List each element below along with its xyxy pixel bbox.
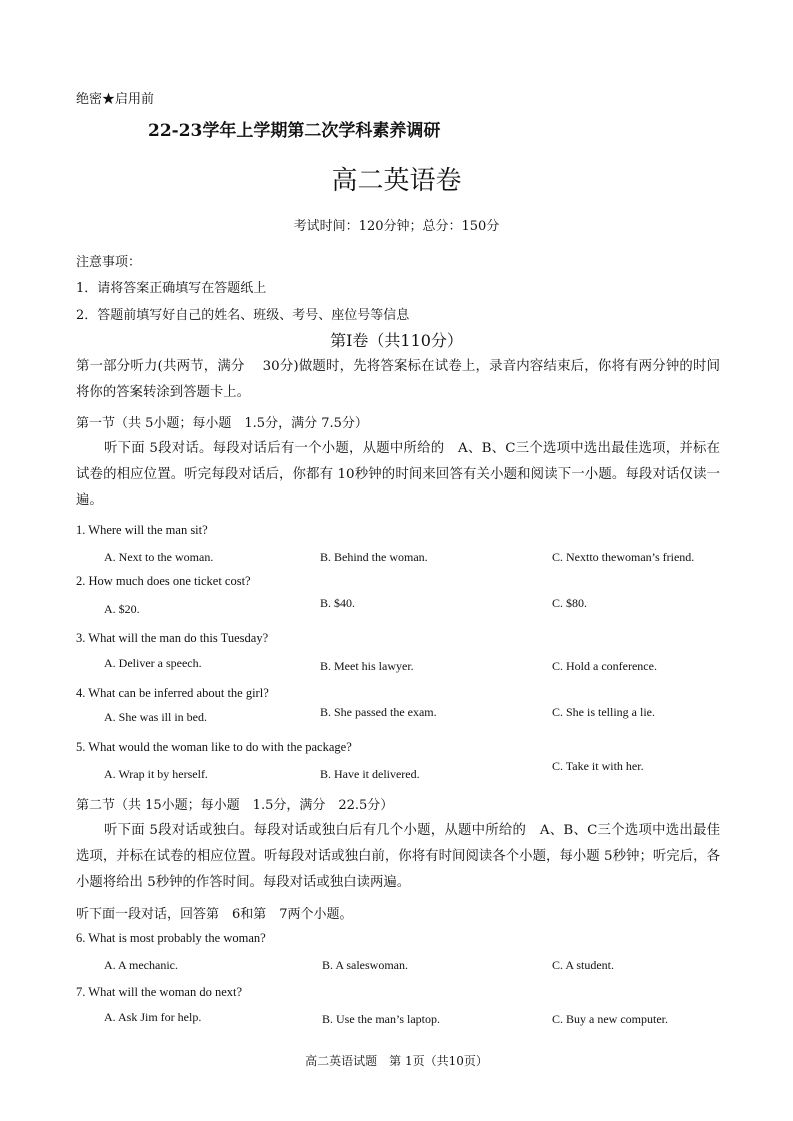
- notice-title: 注意事项：: [76, 255, 142, 270]
- question-5: 5. What would the woman like to do with the package?: [76, 740, 352, 754]
- q2-option-a: A. $20.: [104, 602, 140, 616]
- q3-option-a: A. Deliver a speech.: [104, 656, 202, 670]
- page-footer: 高二英语试题 第 1页（共10页）: [305, 1054, 488, 1068]
- notice-item-1: 1．请将答案正确填写在答题纸上: [76, 281, 267, 296]
- q6-option-c: C. A student.: [552, 958, 615, 972]
- exam-title: 22-23学年上学期第二次学科素养调研: [148, 121, 441, 141]
- question-1: 1. Where will the man sit?: [76, 523, 208, 537]
- dialogue-lead: 听下面一段对话，回答第 6和第 7两个小题。: [76, 907, 353, 922]
- q6-option-b: B. A saleswoman.: [322, 958, 408, 972]
- volume-title: 第Ⅰ卷（共110分）: [330, 331, 463, 350]
- part1-intro: 第一部分听力(共两节，满分 30分)做题时，先将答案标在试卷上，录音内容结束后，你将有两分钟的时间将你的答案转涂到答题卡上。: [76, 359, 720, 400]
- q4-option-b: B. She passed the exam.: [320, 705, 437, 719]
- notice-item-2: 2．答题前填写好自己的姓名、班级、考号、座位号等信息: [76, 308, 410, 323]
- q5-option-b: B. Have it delivered.: [320, 767, 420, 781]
- q1-option-a: A. Next to the woman.: [104, 550, 214, 564]
- q4-option-c: C. She is telling a lie.: [552, 705, 655, 719]
- section1-instructions: 听下面 5段对话。每段对话后有一个小题，从题中所给的 A、B、C三个选项中选出最佳选项，并标在试卷的相应位置。听完每段对话后，你都有 10秒钟的时间来回答有关小题和阅读下一小题。每段对话仅读一遍。: [76, 441, 720, 508]
- q7-option-c: C. Buy a new computer.: [552, 1012, 668, 1026]
- question-2: 2. How much does one ticket cost?: [76, 574, 251, 588]
- q1-option-c: C. Nextto thewoman’s friend.: [552, 550, 695, 564]
- question-6: 6. What is most probably the woman?: [76, 931, 266, 945]
- q7-option-a: A. Ask Jim for help.: [104, 1010, 202, 1024]
- q3-option-c: C. Hold a conference.: [552, 659, 657, 673]
- section2-instructions: 听下面 5段对话或独白。每段对话或独白后有几个小题，从题中所给的 A、B、C三个选项中选出最佳选项，并标在试卷的相应位置。听每段对话或独白前，你将有时间阅读各个小题，每小题 5秒钟；听完后，各小题将给出 5秒钟的作答时间。每段对话或独白读两遍。: [76, 823, 720, 890]
- section2-title: 第二节（共 15小题；每小题 1.5分，满分 22.5分）: [76, 798, 394, 813]
- q7-option-b: B. Use the man’s laptop.: [322, 1012, 440, 1026]
- q5-option-a: A. Wrap it by herself.: [104, 767, 208, 781]
- confidential-label: 绝密★启用前: [76, 92, 155, 107]
- q3-option-b: B. Meet his lawyer.: [320, 659, 414, 673]
- question-4: 4. What can be inferred about the girl?: [76, 686, 269, 700]
- question-3: 3. What will the man do this Tuesday?: [76, 631, 269, 645]
- exam-time-score: 考试时间：120分钟；总分：150分: [293, 219, 500, 234]
- q4-option-a: A. She was ill in bed.: [104, 710, 207, 724]
- q6-option-a: A. A mechanic.: [104, 958, 178, 972]
- q5-option-c: C. Take it with her.: [552, 759, 644, 773]
- subject-title: 高二英语卷: [331, 166, 462, 196]
- q1-option-b: B. Behind the woman.: [320, 550, 428, 564]
- q2-option-c: C. $80.: [552, 596, 588, 610]
- question-7: 7. What will the woman do next?: [76, 985, 243, 999]
- section1-title: 第一节（共 5小题；每小题 1.5分，满分 7.5分）: [76, 416, 368, 431]
- q2-option-b: B. $40.: [320, 596, 356, 610]
